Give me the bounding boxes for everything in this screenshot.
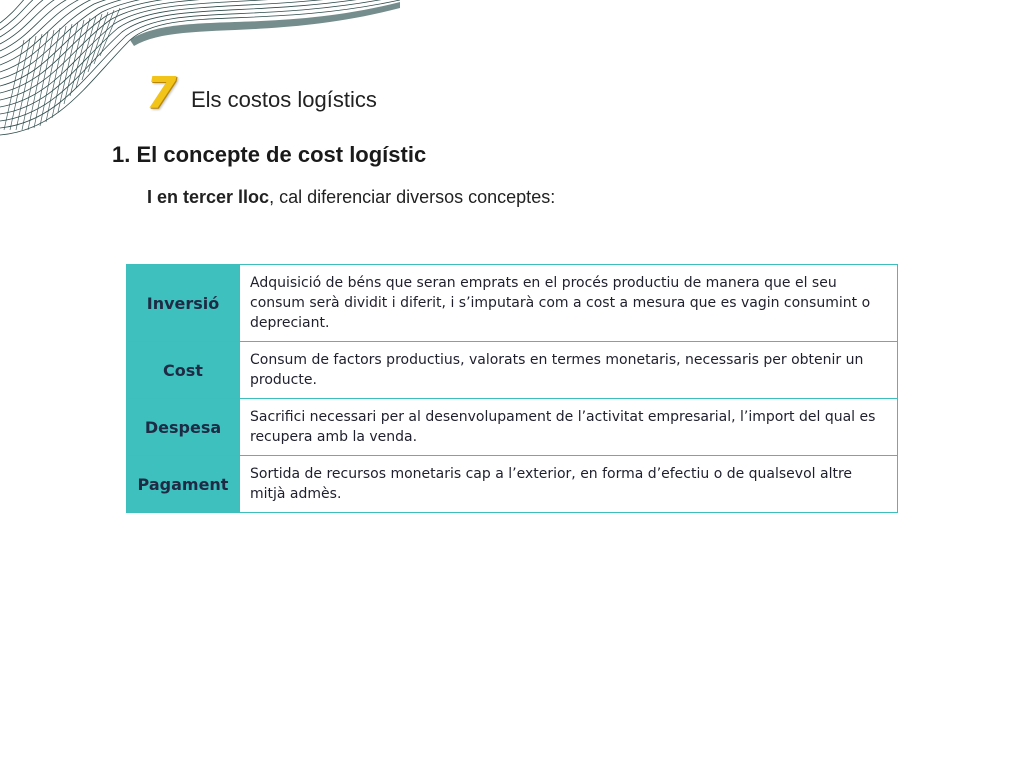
chapter-title: Els costos logístics — [191, 87, 377, 112]
wave-band — [130, 2, 400, 46]
table-row — [127, 399, 898, 456]
intro-text — [147, 187, 555, 209]
term-cell: Inversió — [127, 265, 240, 342]
table-row — [127, 456, 898, 513]
section-title: 1. El concepte de cost logístic — [112, 142, 427, 167]
definition-cell: Sortida de recursos monetaris cap a l’exterior, en forma d’efectiu o de qualsevol altre mitjà admès. — [240, 456, 898, 513]
wave-line-decoration — [0, 0, 400, 140]
concepts-table — [126, 264, 898, 513]
term-cell: Pagament — [127, 456, 240, 513]
term-cell: Cost — [127, 342, 240, 399]
chapter-number: 7 — [146, 68, 177, 119]
definition-cell: Consum de factors productius, valorats en termes monetaris, necessaris per obtenir un producte. — [240, 342, 898, 399]
table-row — [127, 342, 898, 399]
intro-bold: I en tercer lloc — [147, 187, 270, 207]
definition-cell: Adquisició de béns que seran emprats en el procés productiu de manera que el seu consum serà dividit i diferit, i s’imputarà com a cost a mesura que es vagin consumint o depreciant. — [240, 265, 898, 342]
definition-cell: Sacrifici necessari per al desenvolupament de l’activitat empresarial, l’import del qual es recupera amb la venda. — [240, 399, 898, 456]
table-row — [127, 265, 898, 342]
intro-rest: , cal diferenciar diversos conceptes: — [269, 187, 556, 207]
term-cell: Despesa — [127, 399, 240, 456]
